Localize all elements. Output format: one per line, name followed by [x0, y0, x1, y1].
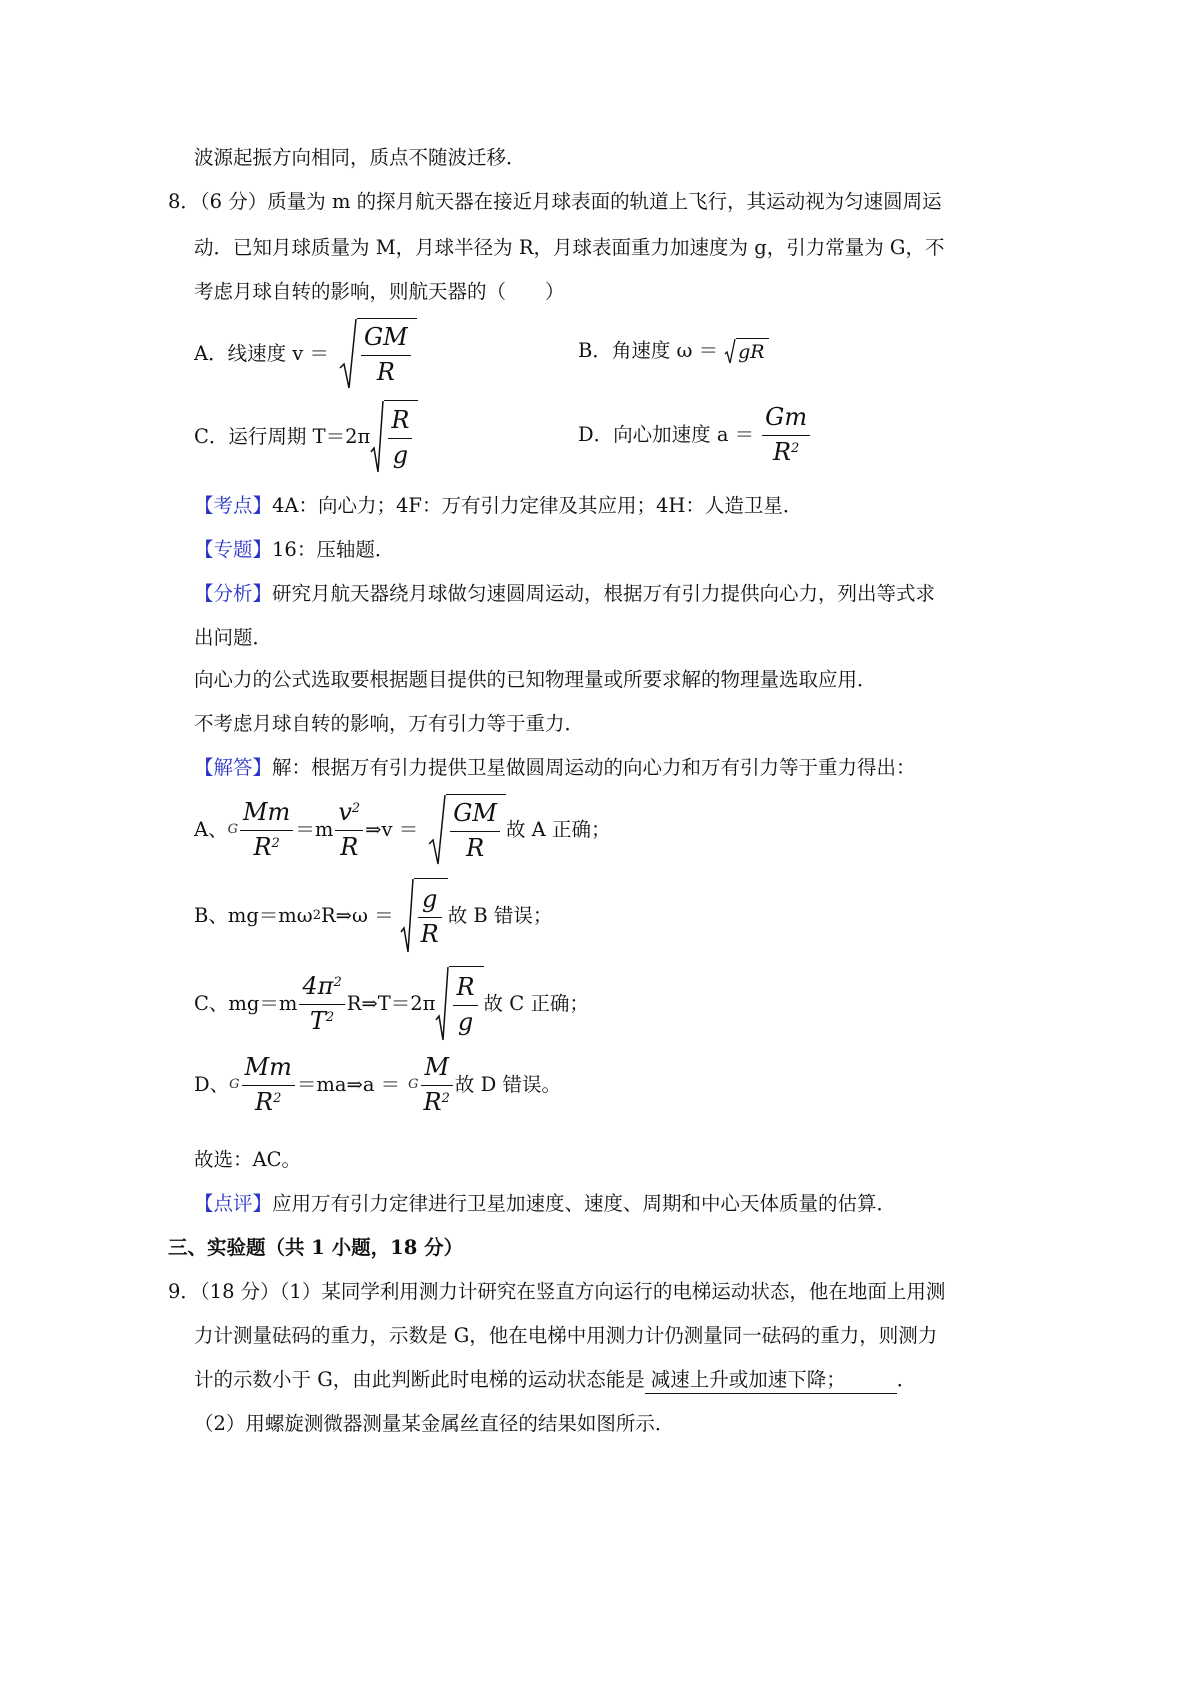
option-c-label: C．运行周期 T＝2π — [194, 425, 371, 449]
choice-line: 故选：AC。 — [194, 1148, 302, 1171]
fenxi-line-3: 向心力的公式选取要根据题目提供的已知物理量或所要求解的物理量选取应用． — [194, 668, 877, 691]
numerator: Gm — [765, 403, 808, 431]
denominator: g — [392, 441, 409, 469]
question-9-line-3: 计的示数小于 G，由此判断此时电梯的运动状态能是 减速上升或加速下降； ． — [194, 1368, 916, 1394]
sqrt-symbol: $\frac{g}{R}$ — [400, 878, 448, 954]
option-b — [578, 338, 769, 364]
fenxi-line-2: 出问题． — [194, 626, 273, 649]
fraction: $\frac{M}{R^2}$ — [421, 1054, 453, 1116]
fenxi-line-1: 【分析】研究月航天器绕月球做匀速圆周运动，根据万有引力提供向心力，列出等式求 — [194, 582, 936, 605]
option-a — [194, 318, 417, 390]
zhuanti-tag: 【专题】 — [194, 538, 273, 561]
sqrt-symbol: $\frac{GM}{R}$ — [428, 794, 506, 866]
question-9-line-1: 9．（18 分）（1）某同学利用测力计研究在竖直方向运行的电梯运动状态，他在地面上用测 — [168, 1280, 946, 1303]
option-c — [194, 400, 418, 474]
kaodian-line: 【考点】4A：向心力；4F：万有引力定律及其应用；4H：人造卫星． — [194, 494, 803, 517]
fraction: $\frac{Gm}{R^2}$ — [762, 404, 810, 466]
numerator: GM — [364, 323, 408, 352]
option-d-label: D．向心加速度 a ＝ — [578, 423, 755, 447]
solution-d: D、 G $\frac{Mm}{R^2}$ ＝ma⇒a ＝ G $\frac{M}{R^2}$ 故 D 错误。 — [194, 1053, 561, 1116]
fraction: $\frac{Mm}{R^2}$ — [240, 799, 293, 861]
numerator: R — [391, 406, 410, 435]
question-8-line-2: 动．已知月球质量为 M，月球半径为 R，月球表面重力加速度为 g，引力常量为 G，不 — [194, 236, 945, 259]
radicand: gR — [736, 338, 768, 364]
dianping-line: 【点评】应用万有引力定律进行卫星加速度、速度、周期和中心天体质量的估算． — [194, 1192, 897, 1215]
option-d — [578, 404, 812, 466]
fraction: $\frac{v^2}{R}$ — [335, 799, 363, 861]
kaodian-tag: 【考点】 — [194, 494, 273, 517]
fenxi-line-4: 不考虑月球自转的影响，万有引力等于重力． — [194, 712, 585, 735]
zhuanti-line: 【专题】16：压轴题． — [194, 538, 395, 561]
question-8-line-3: 考虑月球自转的影响，则航天器的（ ） — [194, 280, 565, 303]
question-8-line-1: 8．（6 分）质量为 m 的探月航天器在接近月球表面的轨道上飞行，其运动视为匀速圆周运 — [168, 190, 942, 213]
sqrt-symbol — [370, 400, 418, 474]
fraction: $\frac{Mm}{R^2}$ — [242, 1054, 295, 1116]
fenxi-tag: 【分析】 — [194, 582, 273, 605]
text-line: 波源起振方向相同，质点不随波迁移． — [194, 146, 526, 169]
solution-b: B、mg＝mω 2 R⇒ω ＝ $\frac{g}{R}$ 故 B 错误； — [194, 878, 552, 954]
option-a-label: A．线速度 v ＝ — [194, 342, 329, 366]
sqrt-symbol: $\frac{R}{g}$ — [435, 966, 483, 1042]
jieda-tag: 【解答】 — [194, 756, 273, 779]
fraction: $\frac{4\pi^2}{T^2}$ — [299, 973, 344, 1035]
question-9-line-4: （2）用螺旋测微器测量某金属丝直径的结果如图所示． — [194, 1412, 675, 1435]
denominator: R — [376, 358, 395, 386]
sqrt-symbol — [339, 318, 417, 390]
answer-blank: 减速上升或加速下降； — [645, 1368, 897, 1394]
sqrt-symbol — [724, 338, 768, 364]
solution-c: C、mg＝m $\frac{4\pi^2}{T^2}$ R⇒T＝2π $\frac{R}{g}$ 故 C 正确； — [194, 966, 589, 1042]
section-heading: 三、实验题（共 1 小题，18 分） — [168, 1236, 464, 1259]
solution-a: A、 G $\frac{Mm}{R^2}$ ＝m $\frac{v^2}{R}$ ⇒v ＝ $\frac{GM}{R}$ 故 A 正确； — [194, 794, 610, 866]
option-b-label: B．角速度 ω ＝ — [578, 339, 719, 363]
dianping-tag: 【点评】 — [194, 1192, 273, 1215]
question-9-line-2: 力计测量砝码的重力，示数是 G，他在电梯中用测力计仍测量同一砝码的重力，则测力 — [194, 1324, 938, 1347]
jieda-line: 【解答】解：根据万有引力提供卫星做圆周运动的向心力和万有引力等于重力得出： — [194, 756, 916, 779]
